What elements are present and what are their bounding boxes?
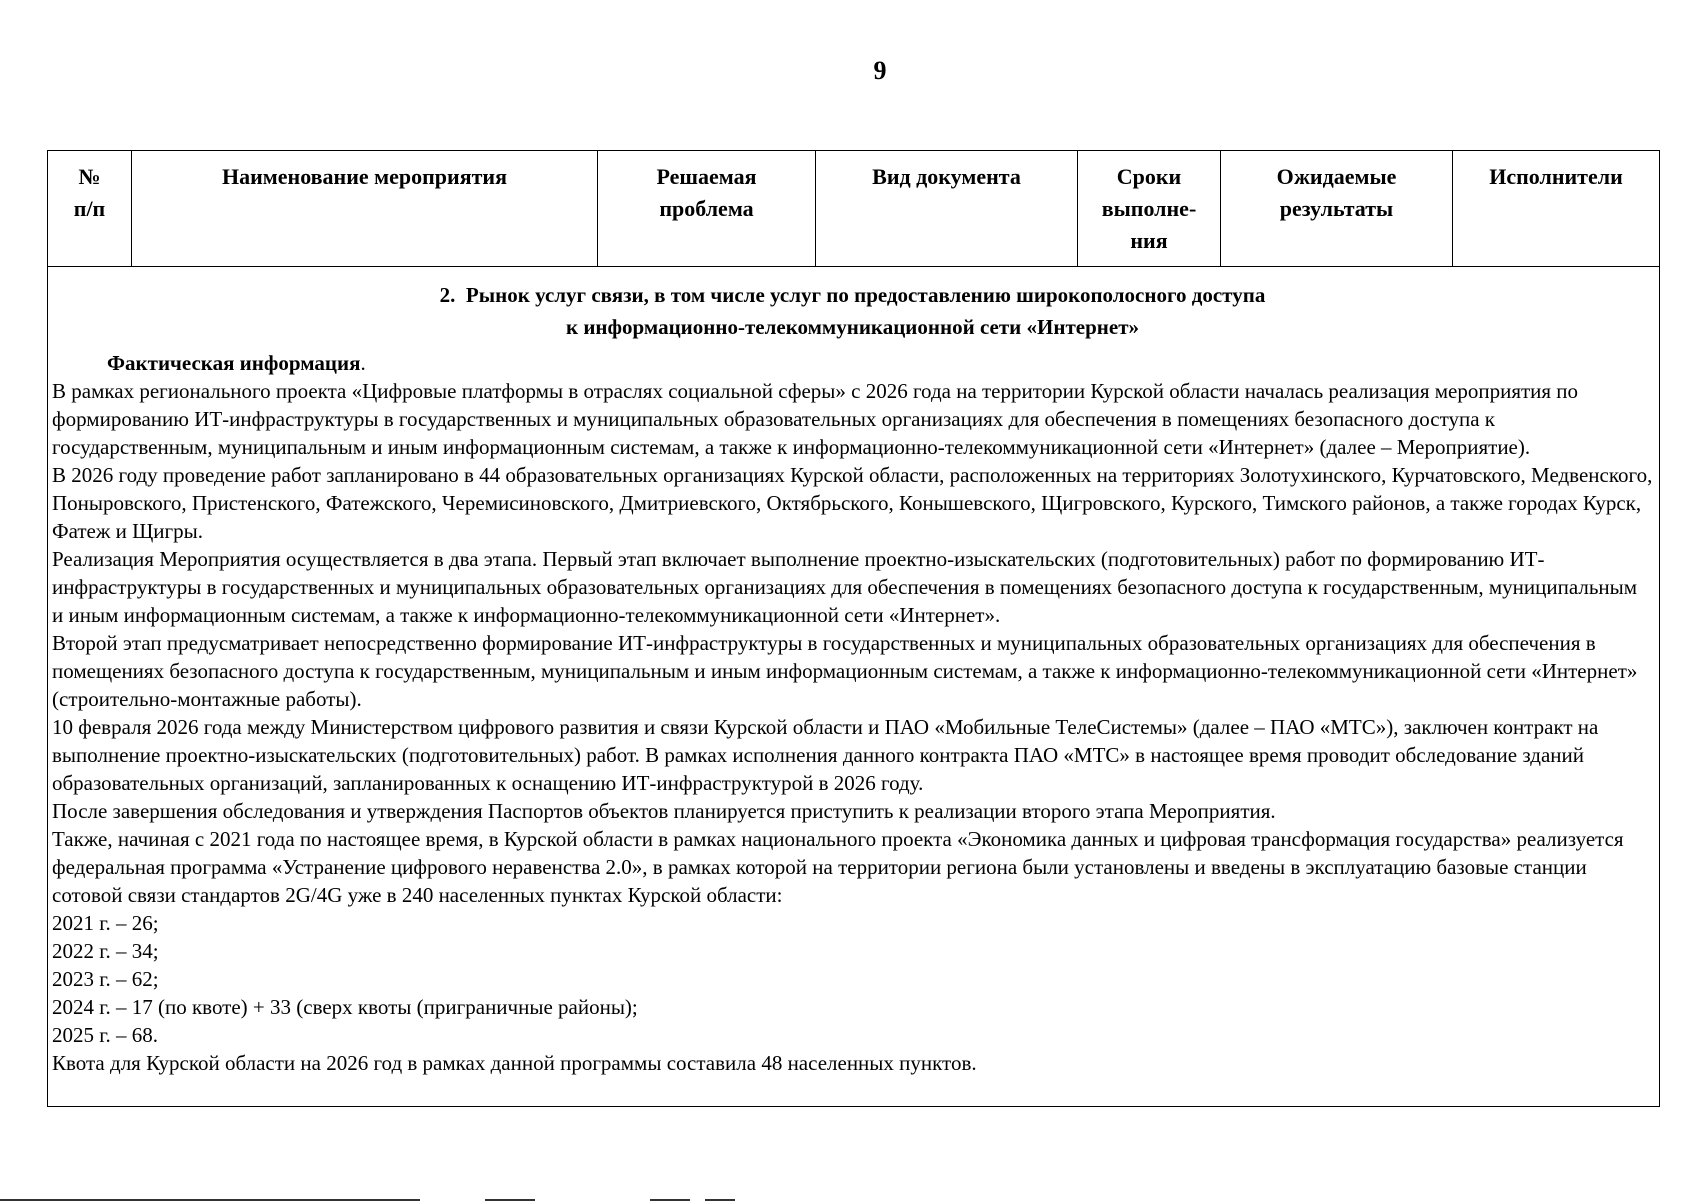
- paragraph: После завершения обследования и утверждения Паспортов объектов планируется приступить к реализации второго этапа Мероприятия.: [52, 799, 1276, 823]
- section-title-line1: 2. Рынок услуг связи, в том числе услуг по предоставлению широкополосного доступа: [439, 283, 1266, 307]
- closing-paragraph: Квота для Курской области на 2026 год в рамках данной программы составила 48 населенных пунктов.: [52, 1051, 977, 1075]
- list-item: 2024 г. – 17 (по квоте) + 33 (сверх квоты (приграничные районы);: [52, 995, 638, 1019]
- year-list: [52, 909, 1653, 1049]
- section-row: [48, 267, 1660, 1107]
- header-executors: Исполнители: [1453, 151, 1660, 267]
- list-item: 2025 г. – 68.: [52, 1023, 158, 1047]
- paragraph: Второй этап предусматривает непосредственно формирование ИТ-инфраструктуры в государственных и муниципальных образовательных организациях для обеспечения в помещениях безопасного доступа к государственным, муниципальным и иным информационным системам, а также к информационно-телекоммуникационной сети «Интернет» (строительно-монтажные работы).: [52, 631, 1638, 711]
- header-measure-name: Наименование мероприятия: [132, 151, 598, 267]
- list-item: 2021 г. – 26;: [52, 911, 159, 935]
- paragraph: В рамках регионального проекта «Цифровые платформы в отраслях социальной сферы» с 2026 года на территории Курской области началась реализация мероприятия по формированию ИТ-инфраструктуры в государственных и муниципальных образовательных организациях для обеспечения в помещениях безопасного доступа к государственным, муниципальным и иным информационным системам, а также к информационно-телекоммуникационной сети «Интернет» (далее – Мероприятие).: [52, 379, 1579, 459]
- paragraph: В 2026 году проведение работ запланировано в 44 образовательных организациях Курской области, расположенных на территориях Золотухинского, Курчатовского, Медвенского, Поныровского, Пристенского, Фатежского, Черемисиновского, Дмитриевского, Октябрьского, Конышевского, Щигровского, Курского, Тимского районов, а также городах Курск, Фатеж и Щигры.: [52, 463, 1653, 543]
- paragraph: 10 февраля 2026 года между Министерством цифрового развития и связи Курской области и ПАО «Мобильные ТелеСистемы» (далее – ПАО «МТС»), заключен контракт на выполнение проектно-изыскательских (подготовительных) работ. В рамках исполнения данного контракта ПАО «МТС» в настоящее время проводит обследование зданий образовательных организаций, запланированных к оснащению ИТ-инфраструктурой в 2026 году.: [52, 715, 1599, 795]
- header-deadlines: Сроки выполне- ния: [1078, 151, 1221, 267]
- section-title: [52, 279, 1653, 343]
- header-document-type: Вид документа: [816, 151, 1078, 267]
- paragraph: Также, начиная с 2021 года по настоящее время, в Курской области в рамках национального проекта «Экономика данных и цифровая трансформация государства» реализуется федеральная программа «Устранение цифрового неравенства 2.0», в рамках которой на территории региона были установлены и введены в эксплуатацию базовые станции сотовой связи стандартов 2G/4G уже в 240 населенных пунктах Курской области:: [52, 827, 1624, 907]
- list-item: 2022 г. – 34;: [52, 939, 159, 963]
- list-item: 2023 г. – 62;: [52, 967, 159, 991]
- measures-table: [47, 150, 1660, 1107]
- table-header-row: [48, 151, 1660, 267]
- section-cell: [48, 267, 1660, 1107]
- page-number: 9: [873, 56, 887, 85]
- header-problem: Решаемая проблема: [598, 151, 816, 267]
- header-number: № п/п: [48, 151, 132, 267]
- fact-heading: Фактическая информация.: [107, 351, 366, 375]
- header-expected-results: Ожидаемые результаты: [1221, 151, 1453, 267]
- paragraph: Реализация Мероприятия осуществляется в два этапа. Первый этап включает выполнение проектно-изыскательских (подготовительных) работ по формированию ИТ-инфраструктуры в государственных и муниципальных образовательных организациях для обеспечения в помещениях безопасного доступа к государственным, муниципальным и иным информационным системам, а также к информационно-телекоммуникационной сети «Интернет».: [52, 547, 1638, 627]
- section-title-line2: к информационно-телекоммуникационной сети «Интернет»: [565, 315, 1140, 339]
